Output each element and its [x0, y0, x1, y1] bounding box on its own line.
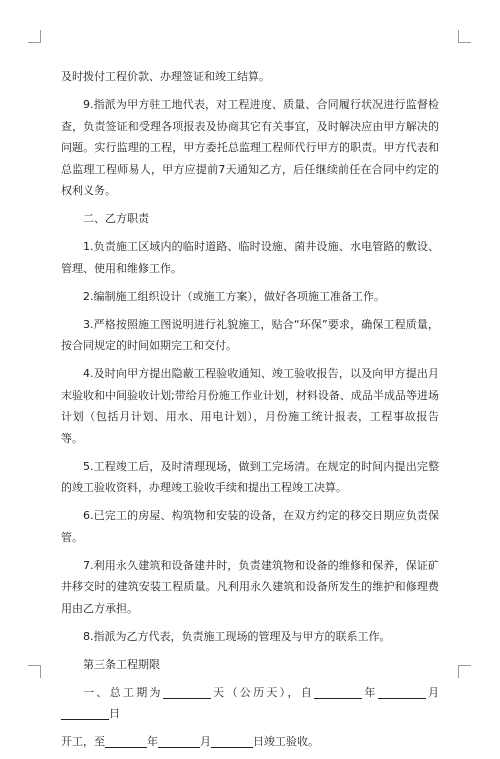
crop-mark-bottom-right — [458, 665, 471, 678]
crop-mark-bottom-left — [28, 665, 41, 678]
paragraph: 2.编制施工组织设计（或施工方案），做好各项施工准备工作。 — [83, 289, 385, 303]
term-label: 月 — [425, 685, 440, 699]
term-label: 天（公历天），自 — [210, 685, 315, 699]
paragraph: 8.指派为乙方代表，负责施工现场的管理及与甲方的联系工作。 — [83, 629, 391, 643]
document-body — [61, 66, 439, 759]
crop-mark-top-left — [28, 30, 41, 43]
paragraph: 4.及时向甲方提出隐蔽工程验收通知、竣工验收报告，以及向甲方提出月末验收和中间验收计划;带给月份施工作业计划，材料设备、成品半成品等进场计划（包括月计划、用水、用电计划），月份施工统计报表，工程事故报告等。 — [61, 367, 439, 445]
term-label: 日竣工验收。 — [253, 735, 319, 748]
paragraph: 7.利用永久建筑和设备建井时，负责建筑物和设备的维修和保养，保证矿井移交时的建筑安装工程质量。凡利用永久建筑和设备所发生的维护和修理费用由乙方承担。 — [61, 558, 439, 615]
fill-blank-start-month[interactable] — [378, 685, 426, 699]
term-label: 开工，至 — [61, 735, 105, 748]
paragraph: 3.严格按照施工图说明进行礼貌施工，贴合“环保”要求，确保工程质量，按合同规定的时间如期完工和交付。 — [61, 317, 439, 352]
term-label: 月 — [200, 735, 211, 748]
term-label: 日 — [109, 707, 120, 720]
fill-blank-end-year[interactable] — [105, 734, 147, 748]
fill-blank-end-month[interactable] — [158, 734, 200, 748]
term-label: 一、总工期为 — [83, 685, 163, 699]
fill-blank-days[interactable] — [163, 685, 211, 699]
paragraph: 1.负责施工区域内的临时道路、临时设施、菌井设施、水电管路的敷设、管理、使用和维修工作。 — [61, 240, 439, 275]
term-label: 年 — [362, 685, 378, 699]
paragraph: 5.工程竣工后，及时清理现场，做到工完场清。在规定的时间内提出完整的竣工验收资料，办理竣工验收手续和提出工程竣工决算。 — [61, 459, 439, 494]
paragraph: 及时拨付工程价款、办理签证和竣工结算。 — [61, 70, 270, 83]
fill-blank-end-day[interactable] — [211, 734, 253, 748]
term-line-2 — [61, 731, 439, 753]
paragraph: 9.指派为甲方驻工地代表，对工程进度、质量、合同履行状况进行监督检查，负责签证和受理各项报表及协商其它有关事宜，及时解决应由甲方解决的问题。实行监理的工程，甲方委托总监理工程师代行甲方的职责。甲方代表和总监理工程师易人，甲方应提前7天通知乙方，后任继续前任在合同中约定的权利义务。 — [61, 98, 439, 197]
fill-blank-start-day[interactable] — [61, 706, 109, 720]
section-heading: 二、乙方职责 — [83, 212, 149, 225]
article-heading: 第三条工程期限 — [83, 657, 160, 671]
crop-mark-top-right — [458, 30, 471, 43]
term-line-1 — [61, 682, 439, 725]
fill-blank-start-year[interactable] — [314, 685, 362, 699]
paragraph: 6.已完工的房屋、构筑物和安装的设备，在双方约定的移交日期应负责保管。 — [61, 509, 439, 544]
term-label: 年 — [147, 735, 158, 748]
